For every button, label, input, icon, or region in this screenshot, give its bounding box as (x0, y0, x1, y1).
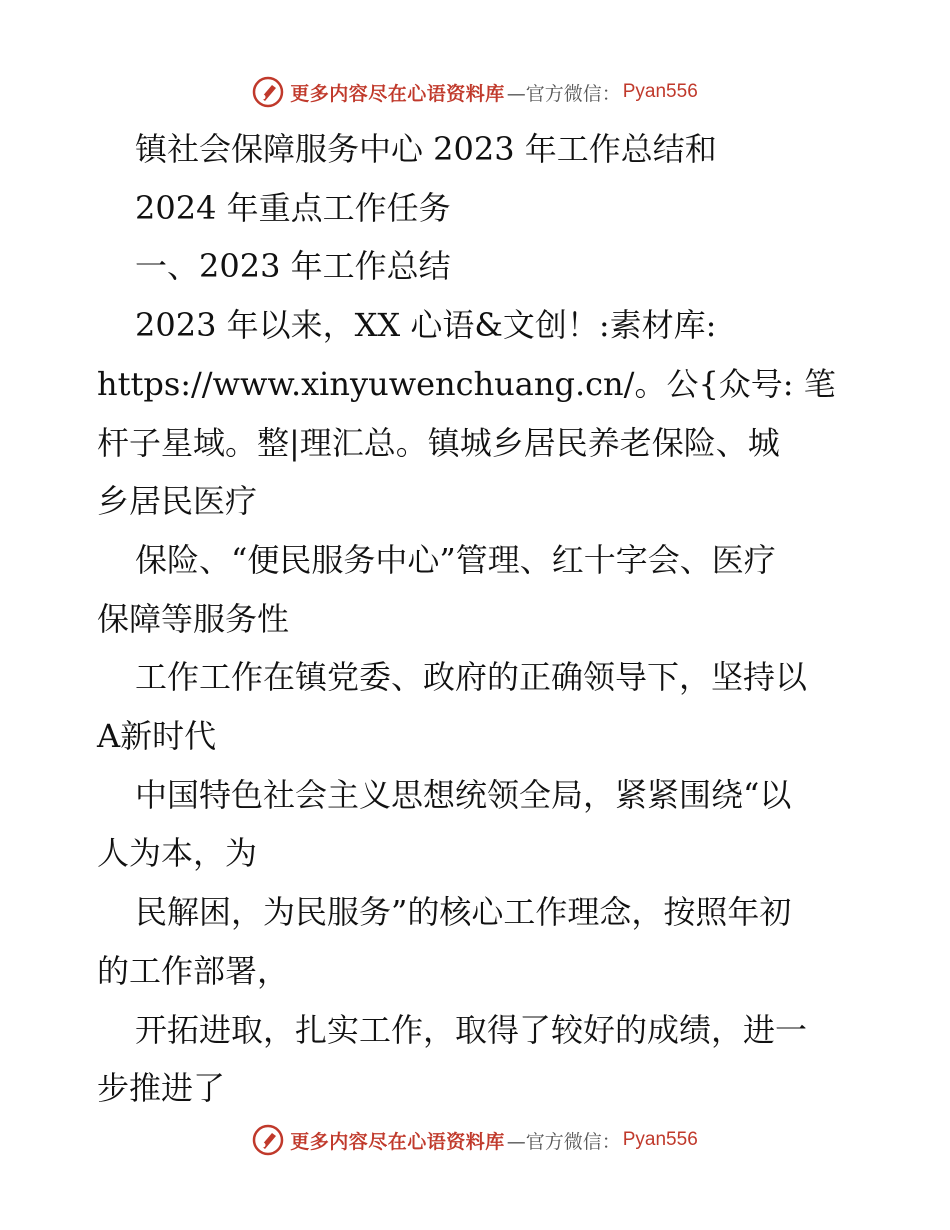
paragraph-line: 步推进了 (97, 1069, 226, 1108)
paragraph-line: 保险、“便民服务中心”管理、红十字会、医疗 (135, 540, 776, 579)
brand-logo-icon (252, 76, 284, 108)
banner-wechat-id: Pyan556 (622, 81, 698, 102)
paragraph-line: A新时代 (97, 717, 217, 756)
paragraph-line: 2023 年以来，XX 心语&文创！:素材库: (135, 306, 717, 345)
paragraph-line: 人为本，为 (97, 834, 258, 873)
banner-text: 更多内容尽在心语资料库 (290, 1130, 505, 1153)
brand-logo-icon (252, 1124, 284, 1156)
header-banner (0, 72, 950, 112)
banner-wechat-id: Pyan556 (622, 1129, 698, 1150)
footer-banner (0, 1120, 950, 1160)
paragraph-line: 中国特色社会主义思想统领全局，紧紧围绕“以 (135, 775, 792, 814)
banner-wechat-label: —官方微信： (506, 1130, 621, 1153)
paragraph-line: 杆子星域。整|理汇总。镇城乡居民养老保险、城 (97, 423, 780, 462)
paragraph-line: 乡居民医疗 (97, 482, 258, 521)
title-line: 2024 年重点工作任务 (135, 188, 451, 227)
banner-text: 更多内容尽在心语资料库 (290, 82, 505, 105)
paragraph-line: 的工作部署， (97, 951, 290, 990)
title-line: 镇社会保障服务中心 2023 年工作总结和 (135, 130, 717, 168)
banner-wechat-label: —官方微信： (506, 82, 621, 105)
paragraph-line: 保障等服务性 (97, 599, 290, 638)
section-heading: 一、2023 年工作总结 (135, 247, 451, 286)
paragraph-line: https://www.xinyuwenchuang.cn/。公{众号: 笔 (97, 364, 836, 403)
paragraph-line: 开拓进取，扎实工作，取得了较好的成绩，进一 (135, 1010, 808, 1049)
document-body (97, 120, 857, 1118)
paragraph-line: 工作工作在镇党委、政府的正确领导下，坚持以 (135, 658, 808, 697)
paragraph-line: 民解困，为民服务”的核心工作理念，按照年初 (135, 893, 792, 932)
